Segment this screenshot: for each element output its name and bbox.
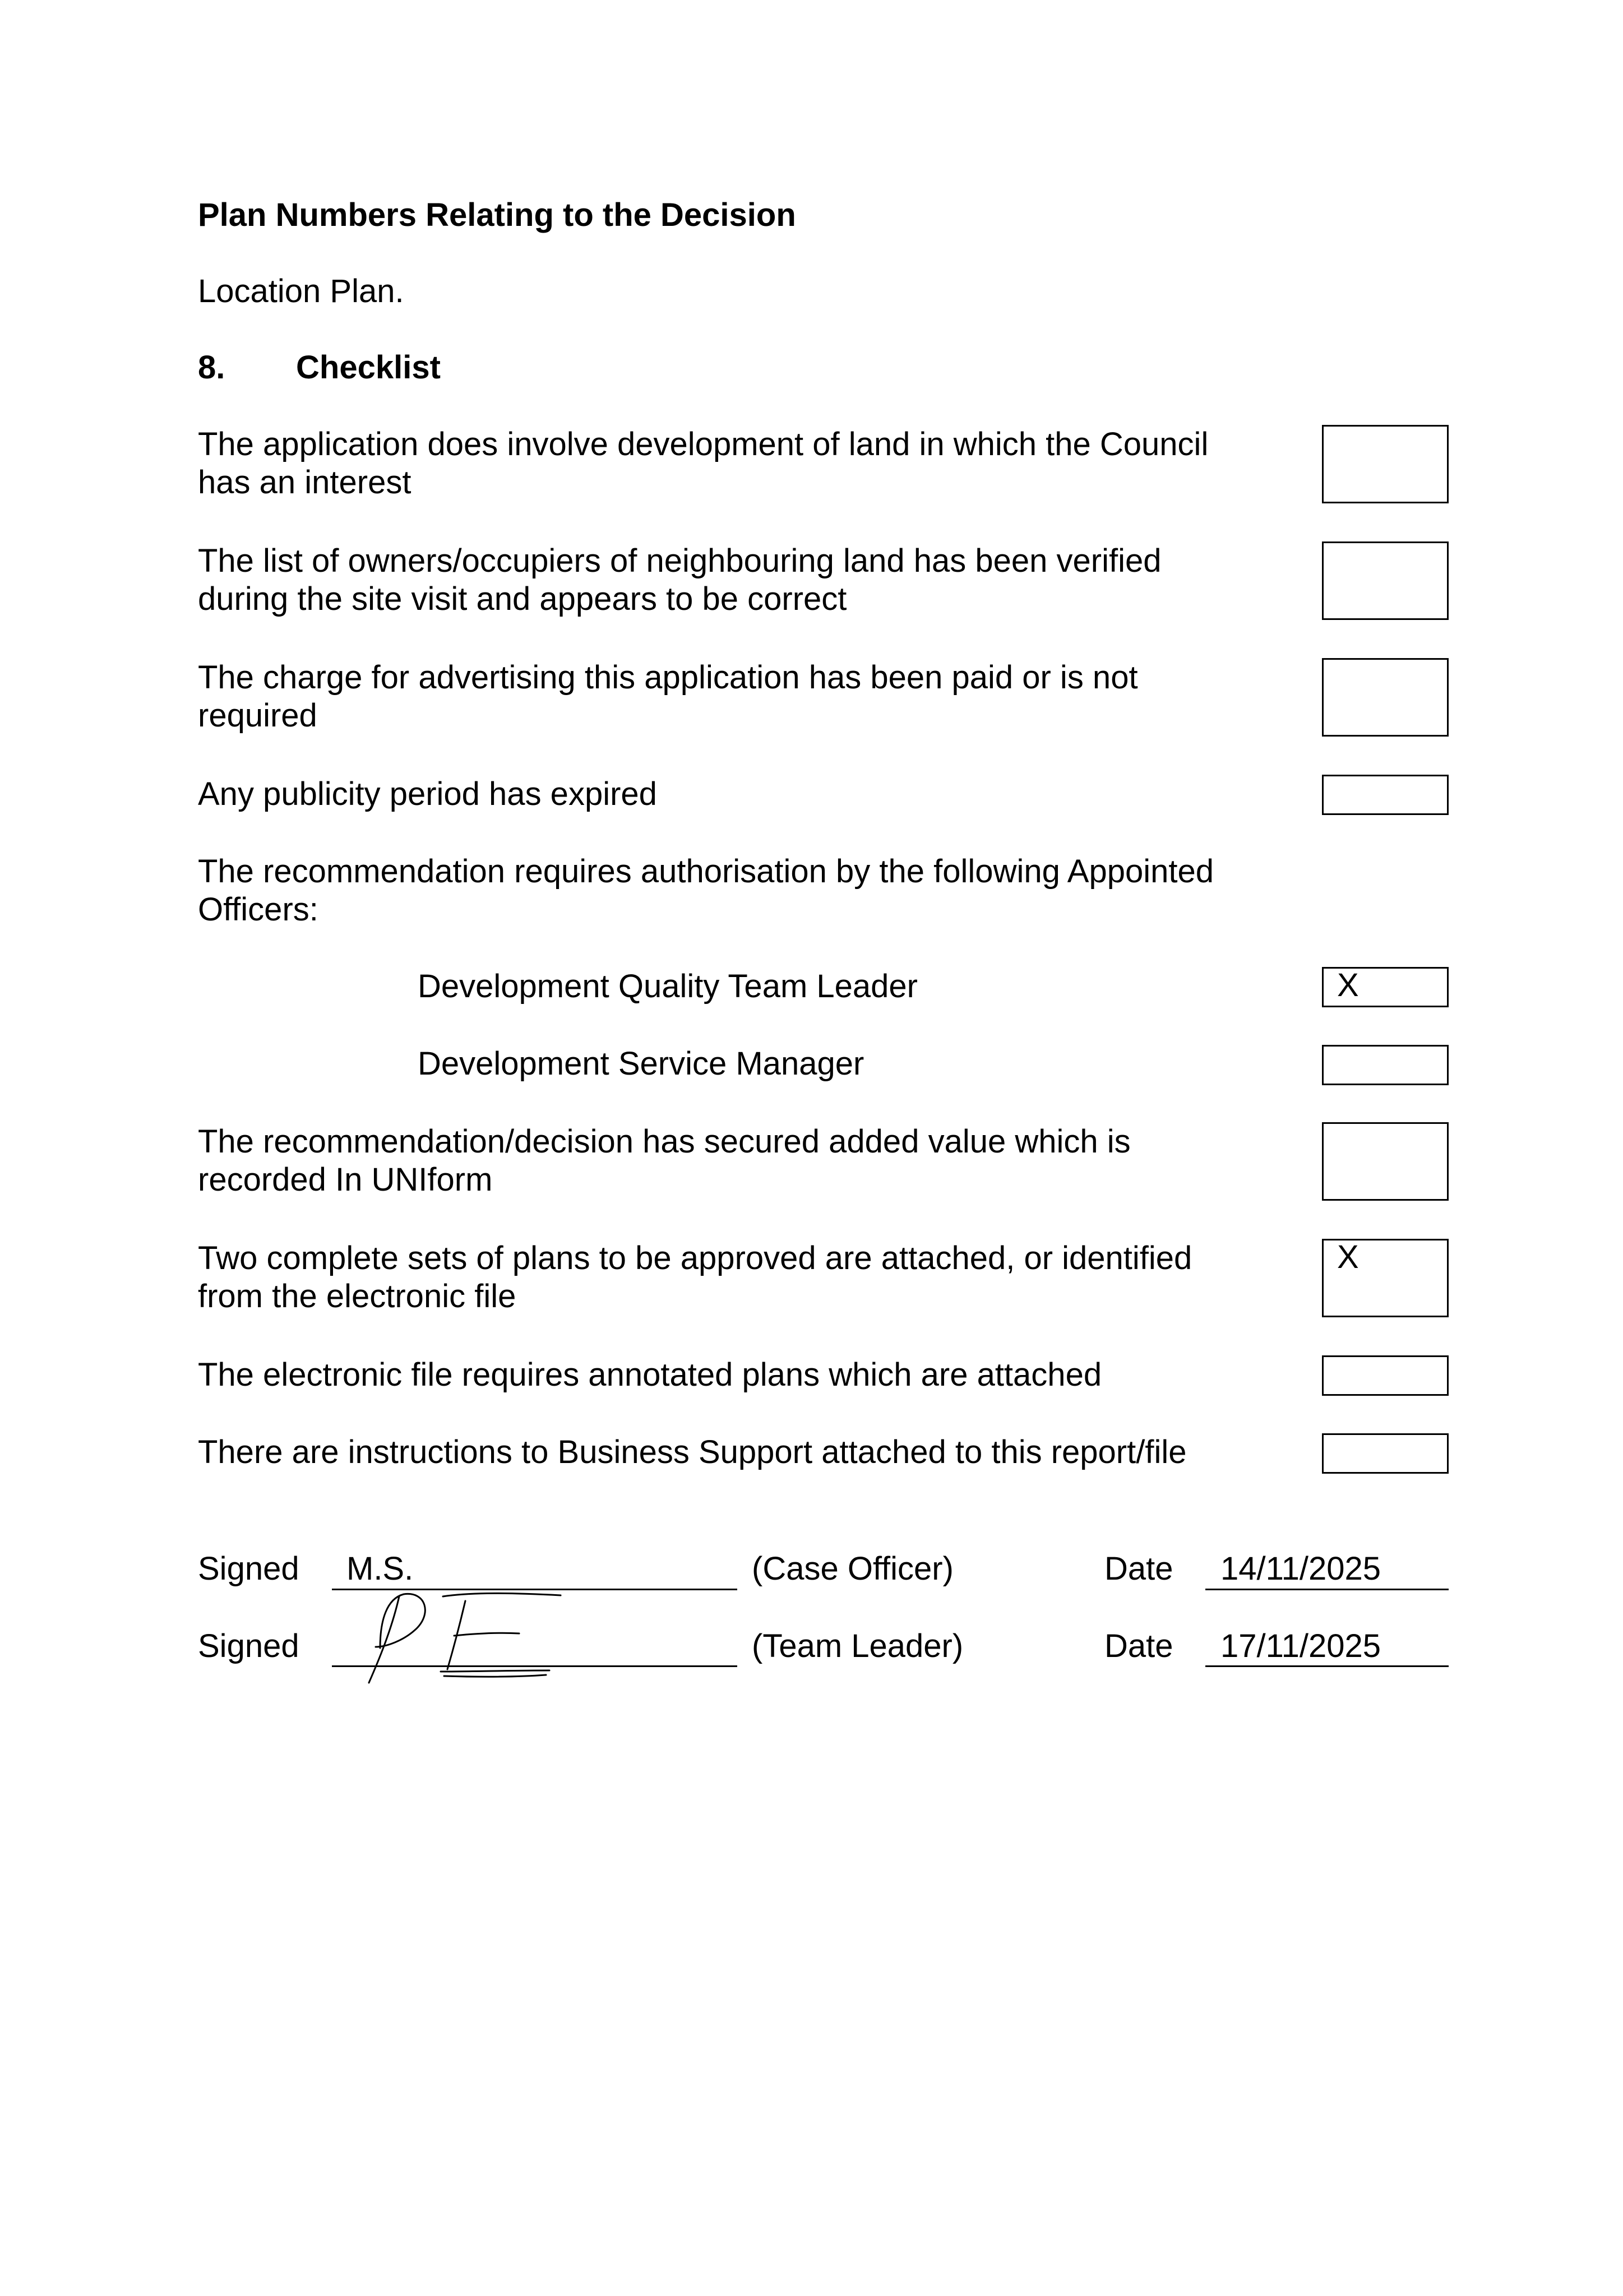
checklist-item-5-line2: recorded In UNIform [198,1161,493,1198]
checklist-item-7-line1: The electronic file requires annotated plans which are attached [198,1357,1102,1393]
team-leader-role: (Team Leader) [752,1628,964,1664]
checkbox-item-5[interactable] [1322,1122,1449,1201]
checkbox-item-2[interactable] [1322,541,1449,620]
authorisation-line2: Officers: [198,891,318,928]
signed-label-case-officer: Signed [198,1550,299,1587]
date-label-team-leader: Date [1104,1628,1173,1664]
date-line-team-leader [1205,1665,1449,1667]
checklist-item-2-line1: The list of owners/occupiers of neighbouring land has been verified [198,543,1162,579]
checkbox-item-3[interactable] [1322,658,1449,737]
checklist-item-6-line2: from the electronic file [198,1278,516,1314]
checkbox-item-4[interactable] [1322,775,1449,815]
checkbox-mark: X [1337,967,1359,1003]
date-line-case-officer [1205,1589,1449,1590]
checklist-item-2-line2: during the site visit and appears to be correct [198,581,847,617]
signed-label-team-leader: Signed [198,1628,299,1664]
section-title: Checklist [296,349,441,386]
officer-team-leader-label: Development Quality Team Leader [418,968,918,1004]
date-case-officer: 14/11/2025 [1220,1550,1381,1587]
checklist-item-1-line2: has an interest [198,464,411,501]
checkbox-mark: X [1337,1239,1359,1275]
checklist-item-6-line1: Two complete sets of plans to be approved are attached, or identified [198,1240,1192,1276]
checklist-item-4-line1: Any publicity period has expired [198,776,657,812]
location-plan-text: Location Plan. [198,273,404,309]
case-officer-name: M.S. [346,1550,414,1587]
checkbox-item-7[interactable] [1322,1355,1449,1396]
checkbox-item-6[interactable] [1322,1239,1449,1317]
checkbox-officer-service-manager[interactable] [1322,1045,1449,1085]
authorisation-line1: The recommendation requires authorisation by the following Appointed [198,853,1214,890]
checklist-item-5-line1: The recommendation/decision has secured added value which is [198,1123,1131,1160]
plan-numbers-heading: Plan Numbers Relating to the Decision [198,197,796,233]
checkbox-item-8[interactable] [1322,1433,1449,1474]
checkbox-officer-team-leader[interactable] [1322,967,1449,1007]
date-team-leader: 17/11/2025 [1220,1628,1381,1664]
officer-service-manager-label: Development Service Manager [418,1045,864,1082]
checklist-item-1-line1: The application does involve development of land in which the Council [198,426,1209,462]
case-officer-role: (Case Officer) [752,1550,954,1587]
section-number: 8. [198,349,225,386]
checklist-item-8-line1: There are instructions to Business Support attached to this report/file [198,1434,1187,1470]
date-label-case-officer: Date [1104,1550,1173,1587]
checkbox-item-1[interactable] [1322,425,1449,503]
checklist-item-3-line2: required [198,697,317,734]
checklist-item-3-line1: The charge for advertising this application has been paid or is not [198,659,1138,696]
signature-line-team-leader [332,1665,737,1667]
handwritten-signature [314,1586,583,1693]
